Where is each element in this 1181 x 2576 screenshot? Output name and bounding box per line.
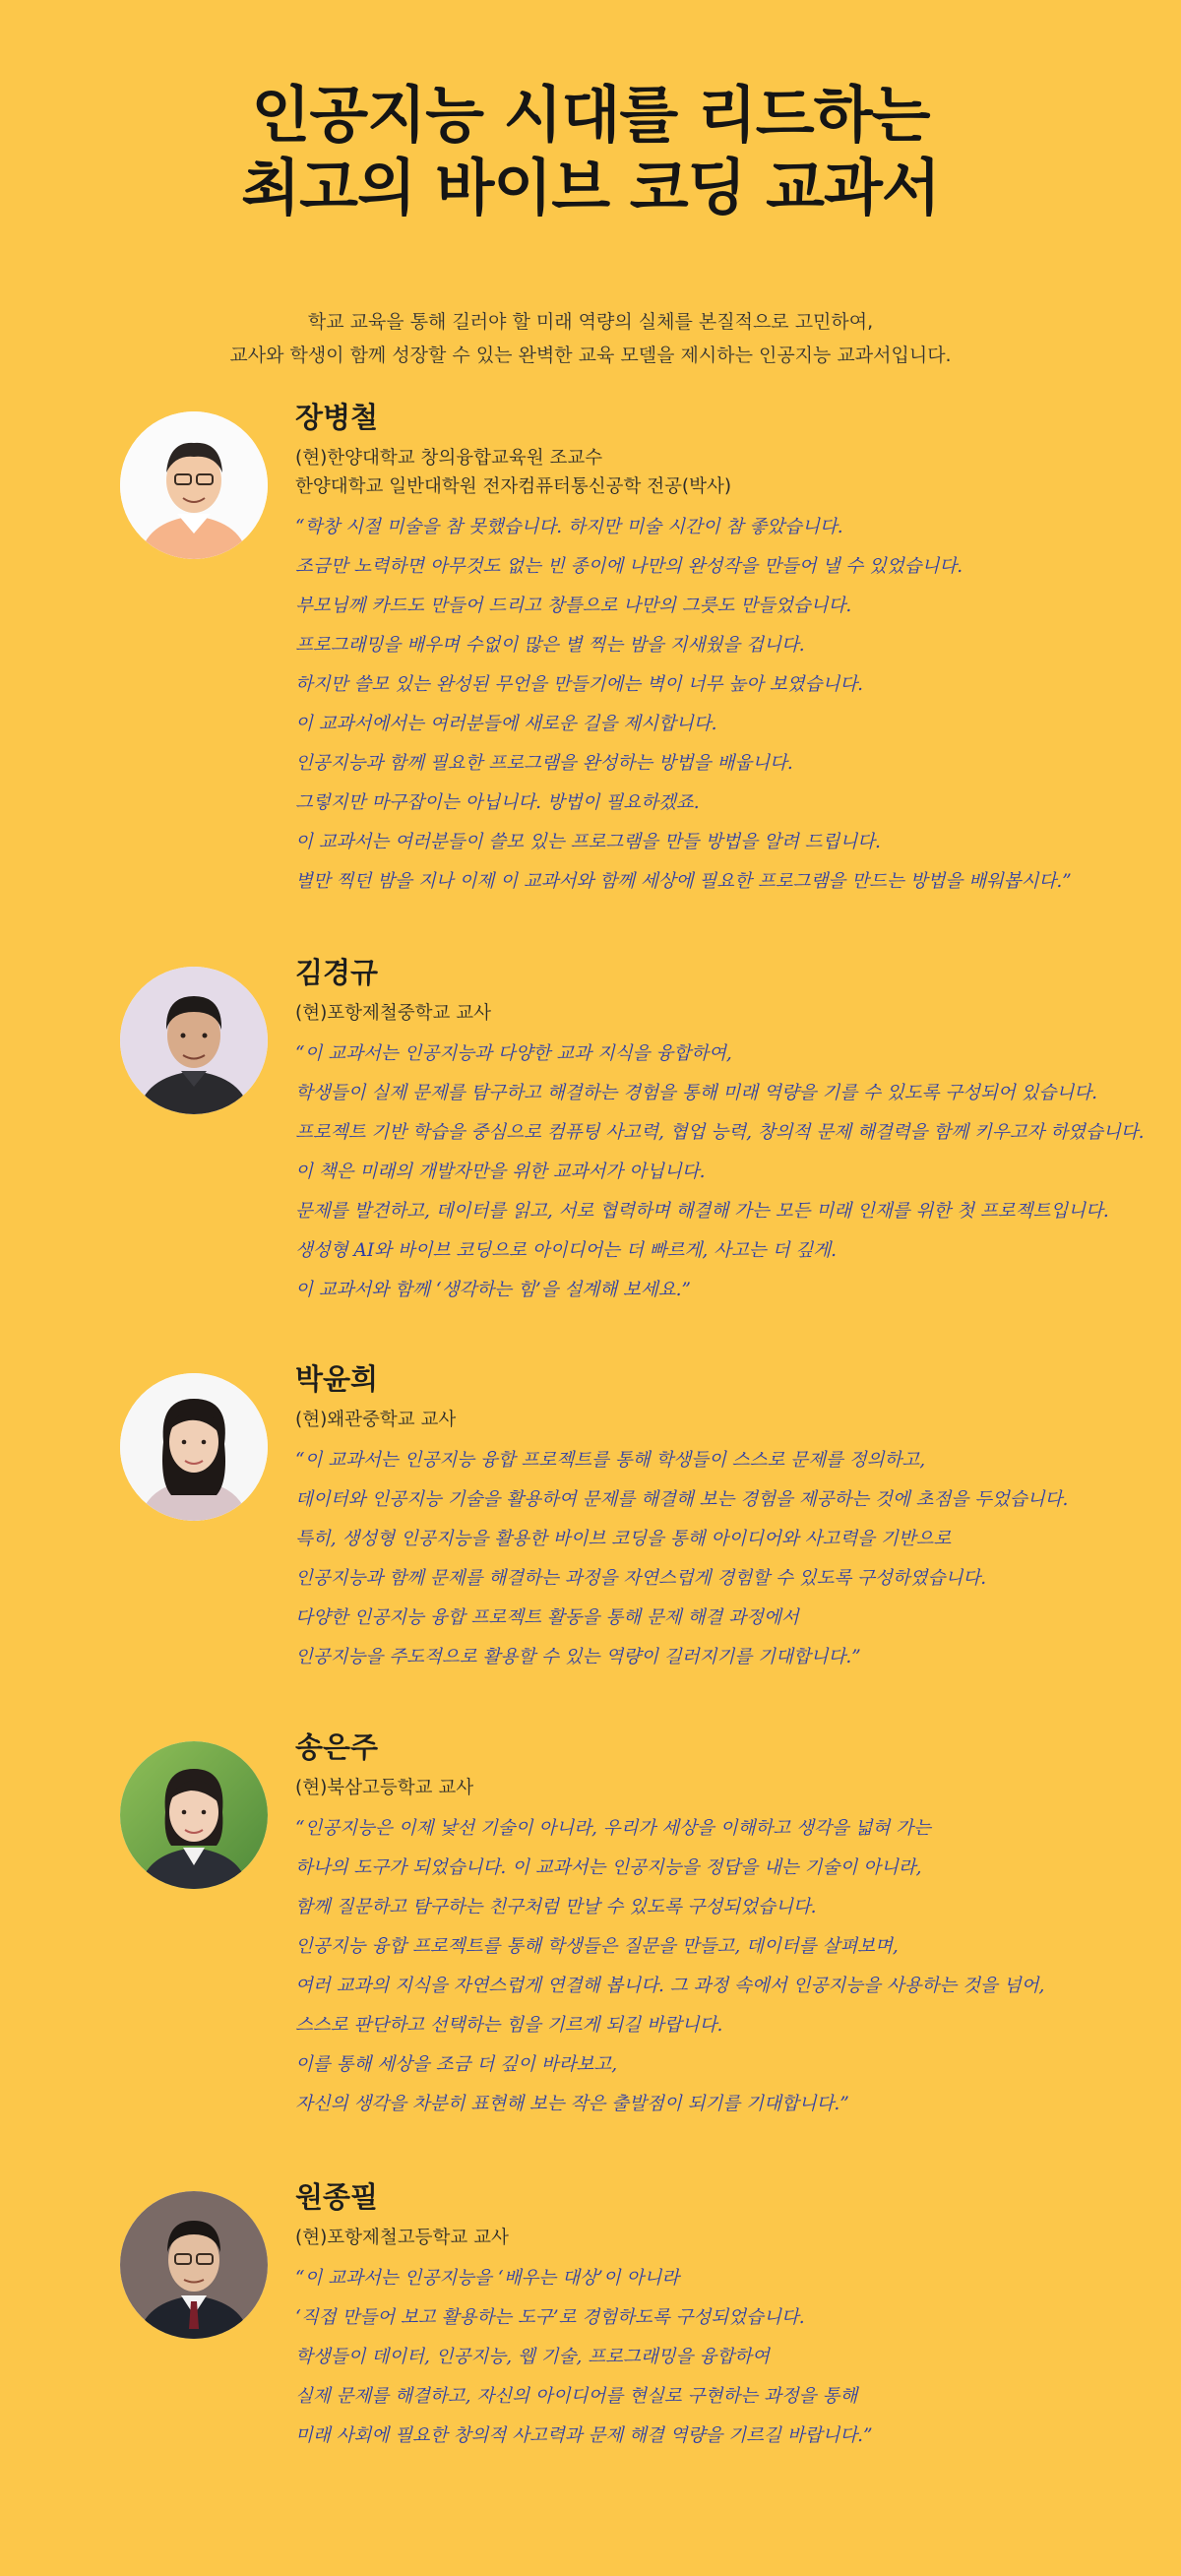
- author-name: 박윤희: [295, 1362, 379, 1396]
- quote-line: 함께 질문하고 탐구하는 친구처럼 만날 수 있도록 구성되었습니다.: [295, 1897, 817, 1917]
- quote-line: “이 교과서는 인공지능 융합 프로젝트를 통해 학생들이 스스로 문제를 정의하고,: [295, 1450, 926, 1471]
- quote-line: 문제를 발견하고, 데이터를 읽고, 서로 협력하며 해결해 가는 모든 미래 인재를 위한 첫 프로젝트입니다.: [295, 1201, 1109, 1222]
- quote-line: 인공지능과 함께 필요한 프로그램을 완성하는 방법을 배웁니다.: [295, 753, 793, 774]
- author-info: [295, 2177, 1161, 2456]
- quote-line: 인공지능을 주도적으로 활용할 수 있는 역량이 길러지기를 기대합니다.”: [295, 1647, 861, 1667]
- author-info: [295, 1728, 1161, 2124]
- quote-line: 프로젝트 기반 학습을 중심으로 컴퓨팅 사고력, 협업 능력, 창의적 문제 해결력을 함께 키우고자 하였습니다.: [295, 1122, 1145, 1143]
- quote-line: 데이터와 인공지능 기술을 활용하여 문제를 해결해 보는 경험을 제공하는 것에 초점을 두었습니다.: [295, 1489, 1069, 1510]
- quote-line: ‘직접 만들어 보고 활용하는 도구’로 경험하도록 구성되었습니다.: [295, 2307, 805, 2328]
- quote-line: 이 책은 미래의 개발자만을 위한 교과서가 아닙니다.: [295, 1162, 706, 1182]
- intro-line-1: 학교 교육을 통해 길러야 할 미래 역량의 실체를 본질적으로 고민하여,: [307, 311, 874, 333]
- quote-line: 생성형 AI와 바이브 코딩으로 아이디어는 더 빠르게, 사고는 더 깊게.: [295, 1240, 838, 1261]
- quote-line: “학창 시절 미술을 참 못했습니다. 하지만 미술 시간이 참 좋았습니다.: [295, 517, 843, 537]
- quote-line: 하나의 도구가 되었습니다. 이 교과서는 인공지능을 정답을 내는 기술이 아니라,: [295, 1857, 922, 1878]
- quote-line: “이 교과서는 인공지능과 다양한 교과 지식을 융합하여,: [295, 1043, 732, 1064]
- quote-line: 학생들이 실제 문제를 탐구하고 해결하는 경험을 통해 미래 역량을 기를 수 있도록 구성되어 있습니다.: [295, 1083, 1098, 1103]
- intro-line-2: 교사와 학생이 함께 성장할 수 있는 완벽한 교육 모델을 제시하는 인공지능 교과서입니다.: [229, 345, 952, 366]
- author-quote: [295, 1441, 1161, 1677]
- author-role: (현)한양대학교 창의융합교육원 조교수: [295, 448, 603, 469]
- author-photo: [120, 1373, 268, 1521]
- quote-line: 미래 사회에 필요한 창의적 사고력과 문제 해결 역량을 기르길 바랍니다.”: [295, 2425, 873, 2446]
- quote-line: 인공지능 융합 프로젝트를 통해 학생들은 질문을 만들고, 데이터를 살펴보며,: [295, 1936, 899, 1957]
- quote-line: 이를 통해 세상을 조금 더 깊이 바라보고,: [295, 2054, 618, 2075]
- author-roles: [295, 444, 1161, 501]
- quote-line: 별만 찍던 밤을 지나 이제 이 교과서와 함께 세상에 필요한 프로그램을 만드는 방법을 배워봅시다.”: [295, 871, 1072, 892]
- page-header: [0, 79, 1181, 372]
- author-role: (현)포항제철중학교 교사: [295, 1003, 492, 1024]
- quote-line: 하지만 쓸모 있는 완성된 무언을 만들기에는 벽이 너무 높아 보였습니다.: [295, 674, 864, 695]
- quote-line: 이 교과서에서는 여러분들에 새로운 길을 제시합니다.: [295, 714, 717, 734]
- author-info: [295, 398, 1161, 902]
- author-roles: [295, 1774, 1161, 1802]
- author-info: [295, 1359, 1161, 1677]
- quote-line: 스스로 판단하고 선택하는 힘을 기르게 되길 바랍니다.: [295, 2015, 723, 2036]
- author-roles: [295, 999, 1161, 1028]
- author-photo: [120, 2191, 268, 2339]
- quote-line: 학생들이 데이터, 인공지능, 웹 기술, 프로그래밍을 융합하여: [295, 2347, 770, 2367]
- quote-line: 다양한 인공지능 융합 프로젝트 활동을 통해 문제 해결 과정에서: [295, 1607, 799, 1628]
- author-photo: [120, 967, 268, 1114]
- quote-line: 이 교과서는 여러분들이 쓸모 있는 프로그램을 만들 방법을 알려 드립니다.: [295, 832, 881, 852]
- quote-line: 그렇지만 마구잡이는 아닙니다. 방법이 필요하겠죠.: [295, 792, 700, 813]
- author-name: 김경규: [295, 956, 379, 989]
- author-name: 원종필: [295, 2180, 379, 2214]
- quote-line: 실제 문제를 해결하고, 자신의 아이디어를 현실로 구현하는 과정을 통해: [295, 2386, 858, 2407]
- page-title-line-2: 최고의 바이브 코딩 교과서: [241, 152, 940, 223]
- quote-line: 이 교과서와 함께 ‘생각하는 힘’을 설계해 보세요.”: [295, 1280, 691, 1300]
- quote-line: 자신의 생각을 차분히 표현해 보는 작은 출발점이 되기를 기대합니다.”: [295, 2094, 849, 2114]
- author-info: [295, 953, 1161, 1310]
- quote-line: 조금만 노력하면 아무것도 없는 빈 종이에 나만의 완성작을 만들어 낼 수 있었습니다.: [295, 556, 963, 577]
- quote-line: 특히, 생성형 인공지능을 활용한 바이브 코딩을 통해 아이디어와 사고력을 기반으로: [295, 1529, 952, 1549]
- author-name: 장병철: [295, 401, 379, 434]
- author-quote: [295, 1809, 1161, 2124]
- author-quote: [295, 508, 1161, 902]
- quote-line: 프로그래밍을 배우며 수없이 많은 별 찍는 밤을 지새웠을 겁니다.: [295, 635, 805, 656]
- author-quote: [295, 2259, 1161, 2456]
- author-name: 송은주: [295, 1730, 379, 1764]
- author-role: (현)포항제철고등학교 교사: [295, 2228, 509, 2248]
- author-role: 한양대학교 일반대학원 전자컴퓨터통신공학 전공(박사): [295, 476, 732, 497]
- intro-text: [0, 305, 1181, 372]
- author-role: (현)왜관중학교 교사: [295, 1410, 457, 1430]
- quote-line: “인공지능은 이제 낯선 기술이 아니라, 우리가 세상을 이해하고 생각을 넓혀 가는: [295, 1818, 932, 1839]
- quote-line: 여러 교과의 지식을 자연스럽게 연결해 봅니다. 그 과정 속에서 인공지능을 사용하는 것을 넘어,: [295, 1976, 1045, 1996]
- author-roles: [295, 2224, 1161, 2252]
- quote-line: 부모님께 카드도 만들어 드리고 창틀으로 나만의 그릇도 만들었습니다.: [295, 596, 852, 616]
- author-roles: [295, 1406, 1161, 1434]
- author-quote: [295, 1035, 1161, 1310]
- quote-line: 인공지능과 함께 문제를 해결하는 과정을 자연스럽게 경험할 수 있도록 구성하였습니다.: [295, 1568, 987, 1589]
- page-title-line-1: 인공지능 시대를 리드하는: [251, 79, 930, 151]
- author-photo: [120, 411, 268, 559]
- author-role: (현)북삼고등학교 교사: [295, 1778, 474, 1798]
- author-photo: [120, 1741, 268, 1889]
- quote-line: “이 교과서는 인공지능을 ‘배우는 대상’이 아니라: [295, 2268, 680, 2289]
